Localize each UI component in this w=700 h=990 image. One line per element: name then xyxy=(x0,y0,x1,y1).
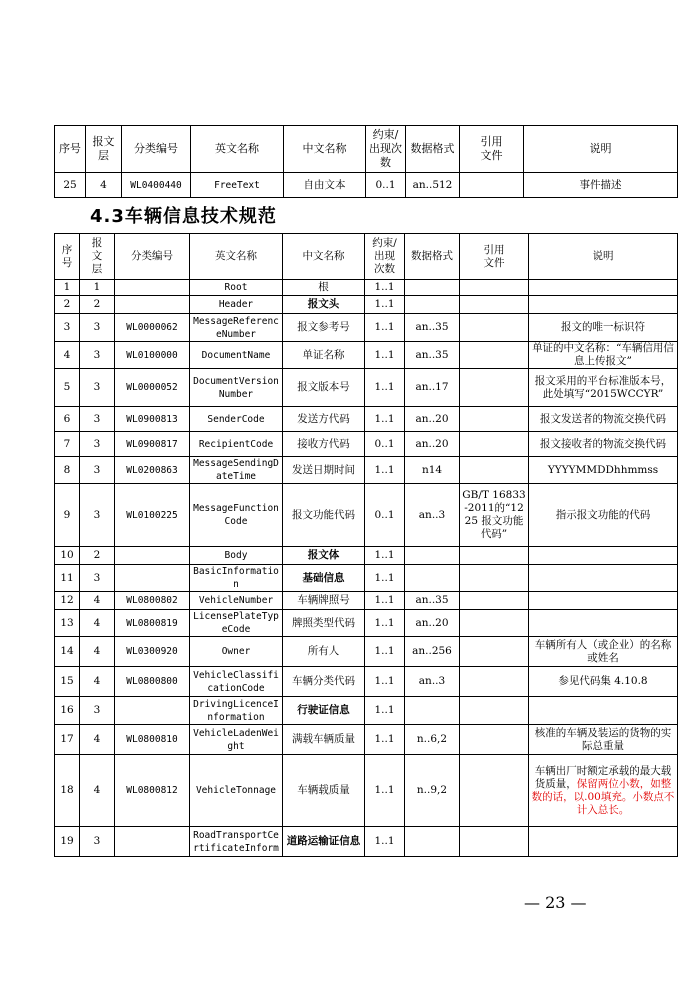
cell-code xyxy=(115,296,190,314)
cell-reference xyxy=(460,173,524,198)
cell-layer: 3 xyxy=(80,457,115,484)
cell-english-name: SenderCode xyxy=(190,407,283,432)
cell-reference xyxy=(460,432,529,457)
cell-seq: 2 xyxy=(55,296,80,314)
cell-code: WL0200863 xyxy=(115,457,190,484)
table-row xyxy=(55,432,678,457)
cell-reference xyxy=(460,314,529,342)
cell-description: 报文发送者的物流交换代码 xyxy=(529,407,678,432)
cell-seq: 11 xyxy=(55,565,80,592)
cell-code: WL0400440 xyxy=(122,173,191,198)
cell-chinese-name: 车辆分类代码 xyxy=(283,667,365,697)
cell-reference xyxy=(460,610,529,637)
cell-description: 报文的唯一标识符 xyxy=(529,314,678,342)
cell-reference xyxy=(460,457,529,484)
table-row xyxy=(55,827,678,857)
cell-seq: 16 xyxy=(55,697,80,725)
cell-reference xyxy=(460,296,529,314)
header-code: 分类编号 xyxy=(122,126,191,173)
cell-english-name: VehicleTonnage xyxy=(190,755,283,827)
cell-description: YYYYMMDDhhmmss xyxy=(529,457,678,484)
cell-seq: 19 xyxy=(55,827,80,857)
header-layer: 报文层 xyxy=(86,126,122,173)
cell-code xyxy=(115,280,190,296)
cell-chinese-name: 牌照类型代码 xyxy=(283,610,365,637)
cell-description xyxy=(529,280,678,296)
cell-description xyxy=(529,697,678,725)
cell-constraint: 1..1 xyxy=(365,697,405,725)
cell-seq: 9 xyxy=(55,484,80,547)
cell-format: an..35 xyxy=(405,314,460,342)
cell-constraint: 1..1 xyxy=(365,407,405,432)
cell-constraint: 1..1 xyxy=(365,667,405,697)
cell-description: 车辆所有人（或企业）的名称或姓名 xyxy=(529,637,678,667)
cell-description xyxy=(529,755,678,827)
cell-layer: 1 xyxy=(80,280,115,296)
cell-english-name: Header xyxy=(190,296,283,314)
cell-code: WL0800812 xyxy=(115,755,190,827)
cell-chinese-name: 报文体 xyxy=(283,547,365,565)
table-row xyxy=(55,369,678,407)
cell-seq: 13 xyxy=(55,610,80,637)
header-code: 分类编号 xyxy=(115,234,190,280)
header-layer: 报文层 xyxy=(80,234,115,280)
header-seq: 序号 xyxy=(55,234,80,280)
cell-seq: 5 xyxy=(55,369,80,407)
cell-reference xyxy=(460,369,529,407)
cell-english-name: Owner xyxy=(190,637,283,667)
cell-layer: 2 xyxy=(80,296,115,314)
cell-reference xyxy=(460,280,529,296)
cell-description xyxy=(529,610,678,637)
cell-chinese-name: 单证名称 xyxy=(283,342,365,369)
cell-reference xyxy=(460,565,529,592)
cell-seq: 25 xyxy=(55,173,86,198)
cell-layer: 3 xyxy=(80,565,115,592)
table-row xyxy=(55,280,678,296)
table-row xyxy=(55,547,678,565)
table2-header-row xyxy=(55,234,678,280)
header-english-name: 英文名称 xyxy=(190,234,283,280)
cell-description: 报文接收者的物流交换代码 xyxy=(529,432,678,457)
cell-description xyxy=(529,592,678,610)
table-row xyxy=(55,667,678,697)
cell-english-name: VehicleNumber xyxy=(190,592,283,610)
cell-constraint: 1..1 xyxy=(365,725,405,755)
table-row xyxy=(55,637,678,667)
cell-chinese-name: 发送方代码 xyxy=(283,407,365,432)
cell-code xyxy=(115,547,190,565)
cell-description: 单证的中文名称：“车辆信用信息上传报文” xyxy=(529,342,678,369)
cell-constraint: 1..1 xyxy=(365,314,405,342)
cell-code: WL0000052 xyxy=(115,369,190,407)
cell-layer: 3 xyxy=(80,314,115,342)
table-row xyxy=(55,610,678,637)
cell-seq: 8 xyxy=(55,457,80,484)
table-row xyxy=(55,725,678,755)
cell-english-name: DrivingLicenceInformation xyxy=(190,697,283,725)
cell-seq: 6 xyxy=(55,407,80,432)
cell-chinese-name: 自由文本 xyxy=(284,173,366,198)
header-reference: 引用文件 xyxy=(460,126,524,173)
cell-layer: 3 xyxy=(80,697,115,725)
cell-constraint: 1..1 xyxy=(365,592,405,610)
cell-layer: 4 xyxy=(80,725,115,755)
description-highlight: 保留两位小数，如整数的话，以.00填充。小数点不计入总长。 xyxy=(531,777,675,816)
header-chinese-name: 中文名称 xyxy=(284,126,366,173)
cell-layer: 3 xyxy=(80,484,115,547)
cell-constraint: 1..1 xyxy=(365,565,405,592)
cell-seq: 1 xyxy=(55,280,80,296)
cell-layer: 4 xyxy=(80,755,115,827)
cell-constraint: 1..1 xyxy=(365,342,405,369)
cell-format xyxy=(405,296,460,314)
cell-format: n14 xyxy=(405,457,460,484)
cell-constraint: 1..1 xyxy=(365,457,405,484)
cell-constraint: 1..1 xyxy=(365,296,405,314)
table-row xyxy=(55,755,678,827)
cell-format xyxy=(405,565,460,592)
cell-format: n..6,2 xyxy=(405,725,460,755)
cell-description: 指示报文功能的代码 xyxy=(529,484,678,547)
cell-format: an..3 xyxy=(405,667,460,697)
cell-reference xyxy=(460,407,529,432)
page-number: — 23 — xyxy=(524,893,587,912)
cell-english-name: Root xyxy=(190,280,283,296)
cell-reference xyxy=(460,637,529,667)
cell-chinese-name: 车辆载质量 xyxy=(283,755,365,827)
cell-code: WL0900813 xyxy=(115,407,190,432)
header-format: 数据格式 xyxy=(405,234,460,280)
cell-english-name: RoadTransportCertificateInform xyxy=(190,827,283,857)
cell-chinese-name: 报文功能代码 xyxy=(283,484,365,547)
cell-code: WL0100225 xyxy=(115,484,190,547)
cell-constraint: 1..1 xyxy=(365,280,405,296)
cell-chinese-name: 行驶证信息 xyxy=(283,697,365,725)
cell-english-name: VehicleClassificationCode xyxy=(190,667,283,697)
table-row xyxy=(55,296,678,314)
cell-constraint: 1..1 xyxy=(365,637,405,667)
cell-english-name: Body xyxy=(190,547,283,565)
cell-code: WL0900817 xyxy=(115,432,190,457)
cell-format xyxy=(405,547,460,565)
cell-seq: 14 xyxy=(55,637,80,667)
section-heading: 4.3车辆信息技术规范 xyxy=(90,206,277,227)
cell-constraint: 0..1 xyxy=(365,432,405,457)
cell-chinese-name: 报文参考号 xyxy=(283,314,365,342)
cell-code: WL0800810 xyxy=(115,725,190,755)
cell-reference: GB/T 16833-2011的“1225 报文功能代码” xyxy=(460,484,529,547)
cell-constraint: 1..1 xyxy=(365,827,405,857)
table-row xyxy=(55,457,678,484)
cell-layer: 3 xyxy=(80,432,115,457)
cell-seq: 18 xyxy=(55,755,80,827)
cell-description xyxy=(529,827,678,857)
table-row xyxy=(55,565,678,592)
cell-format: an..17 xyxy=(405,369,460,407)
cell-layer: 3 xyxy=(80,827,115,857)
cell-chinese-name: 基础信息 xyxy=(283,565,365,592)
cell-reference xyxy=(460,592,529,610)
cell-code: WL0000062 xyxy=(115,314,190,342)
cell-description: 核准的车辆及装运的货物的实际总重量 xyxy=(529,725,678,755)
cell-format xyxy=(405,697,460,725)
cell-reference xyxy=(460,725,529,755)
table1-header-row xyxy=(55,126,678,173)
cell-reference xyxy=(460,342,529,369)
cell-constraint: 0..1 xyxy=(366,173,406,198)
cell-chinese-name: 车辆牌照号 xyxy=(283,592,365,610)
cell-layer: 4 xyxy=(80,637,115,667)
cell-layer: 4 xyxy=(86,173,122,198)
header-description: 说明 xyxy=(529,234,678,280)
continued-spec-table xyxy=(54,125,678,198)
table-row xyxy=(55,697,678,725)
cell-layer: 3 xyxy=(80,342,115,369)
cell-seq: 4 xyxy=(55,342,80,369)
table-row xyxy=(55,342,678,369)
header-constraint: 约束/出现次数 xyxy=(366,126,406,173)
cell-format: an..35 xyxy=(405,592,460,610)
header-format: 数据格式 xyxy=(406,126,460,173)
cell-code: WL0800800 xyxy=(115,667,190,697)
cell-english-name: FreeText xyxy=(191,173,284,198)
cell-format xyxy=(405,827,460,857)
cell-seq: 10 xyxy=(55,547,80,565)
header-seq: 序号 xyxy=(55,126,86,173)
table-row xyxy=(55,173,678,198)
cell-constraint: 1..1 xyxy=(365,369,405,407)
description-text: 车辆出厂时额定承载的最大载货质量， xyxy=(534,764,672,790)
header-constraint: 约束/出现次数 xyxy=(365,234,405,280)
cell-layer: 2 xyxy=(80,547,115,565)
cell-format: an..20 xyxy=(405,407,460,432)
cell-chinese-name: 报文版本号 xyxy=(283,369,365,407)
cell-seq: 17 xyxy=(55,725,80,755)
cell-chinese-name: 接收方代码 xyxy=(283,432,365,457)
cell-chinese-name: 所有人 xyxy=(283,637,365,667)
cell-seq: 7 xyxy=(55,432,80,457)
cell-code: WL0800802 xyxy=(115,592,190,610)
cell-reference xyxy=(460,547,529,565)
cell-reference xyxy=(460,827,529,857)
cell-format: n..9,2 xyxy=(405,755,460,827)
cell-english-name: VehicleLadenWeight xyxy=(190,725,283,755)
cell-description: 报文采用的平台标准版本号，此处填写“2015WCCYR” xyxy=(529,369,678,407)
cell-reference xyxy=(460,755,529,827)
cell-description xyxy=(529,565,678,592)
cell-chinese-name: 根 xyxy=(283,280,365,296)
cell-description: 参见代码集 4.10.8 xyxy=(529,667,678,697)
cell-english-name: LicensePlateTypeCode xyxy=(190,610,283,637)
cell-layer: 3 xyxy=(80,407,115,432)
cell-reference xyxy=(460,667,529,697)
cell-chinese-name: 发送日期时间 xyxy=(283,457,365,484)
cell-code xyxy=(115,827,190,857)
header-chinese-name: 中文名称 xyxy=(283,234,365,280)
cell-format: an..35 xyxy=(405,342,460,369)
header-reference: 引用文件 xyxy=(460,234,529,280)
cell-format: an..256 xyxy=(405,637,460,667)
cell-code xyxy=(115,565,190,592)
cell-format xyxy=(405,280,460,296)
cell-english-name: MessageReferenceNumber xyxy=(190,314,283,342)
cell-layer: 3 xyxy=(80,369,115,407)
cell-constraint: 1..1 xyxy=(365,755,405,827)
cell-description: 事件描述 xyxy=(524,173,678,198)
cell-format: an..3 xyxy=(405,484,460,547)
header-description: 说明 xyxy=(524,126,678,173)
table-row xyxy=(55,314,678,342)
table-row xyxy=(55,592,678,610)
cell-english-name: DocumentVersionNumber xyxy=(190,369,283,407)
cell-english-name: MessageFunctionCode xyxy=(190,484,283,547)
cell-format: an..20 xyxy=(405,610,460,637)
vehicle-spec-table xyxy=(54,233,678,857)
cell-code xyxy=(115,697,190,725)
cell-constraint: 0..1 xyxy=(365,484,405,547)
cell-code: WL0300920 xyxy=(115,637,190,667)
cell-constraint: 1..1 xyxy=(365,610,405,637)
cell-layer: 4 xyxy=(80,610,115,637)
cell-english-name: RecipientCode xyxy=(190,432,283,457)
cell-english-name: DocumentName xyxy=(190,342,283,369)
cell-constraint: 1..1 xyxy=(365,547,405,565)
cell-code: WL0800819 xyxy=(115,610,190,637)
cell-seq: 12 xyxy=(55,592,80,610)
cell-seq: 15 xyxy=(55,667,80,697)
cell-reference xyxy=(460,697,529,725)
table-row xyxy=(55,484,678,547)
cell-chinese-name: 满载车辆质量 xyxy=(283,725,365,755)
cell-chinese-name: 报文头 xyxy=(283,296,365,314)
cell-english-name: BasicInformation xyxy=(190,565,283,592)
cell-code: WL0100000 xyxy=(115,342,190,369)
cell-layer: 4 xyxy=(80,592,115,610)
header-english-name: 英文名称 xyxy=(191,126,284,173)
table-row xyxy=(55,407,678,432)
cell-seq: 3 xyxy=(55,314,80,342)
cell-english-name: MessageSendingDateTime xyxy=(190,457,283,484)
cell-description xyxy=(529,296,678,314)
cell-format: an..20 xyxy=(405,432,460,457)
cell-chinese-name: 道路运输证信息 xyxy=(283,827,365,857)
cell-layer: 4 xyxy=(80,667,115,697)
cell-description xyxy=(529,547,678,565)
cell-format: an..512 xyxy=(406,173,460,198)
